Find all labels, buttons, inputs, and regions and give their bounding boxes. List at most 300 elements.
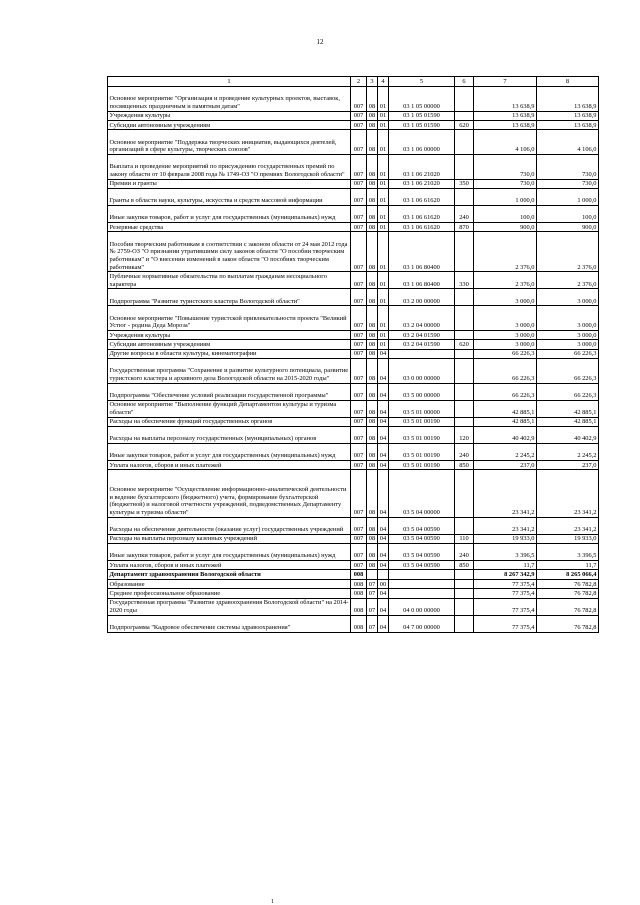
row-subsection: 01 xyxy=(378,272,389,289)
row-section: 08 xyxy=(367,222,378,231)
row-subsection: 04 xyxy=(378,470,389,517)
row-name: Пособия творческим работникам в соответствии с законом области от 24 мая 2012 года № 2759-ОЗ "О признании утратившими силу законов области "О пособии творческим работникам" и "О внесении изменений в закон области "О пособиях творческим работникам" xyxy=(108,232,351,272)
row-amount-year2: 76 782,8 xyxy=(537,579,599,588)
row-subsection: 01 xyxy=(378,154,389,179)
table-row xyxy=(108,130,599,155)
row-name: Иные закупки товаров, работ и услуг для государственных (муниципальных) нужд xyxy=(108,205,351,222)
row-name: Уплата налогов, сборов и иных платежей xyxy=(108,561,351,570)
row-subsection: 04 xyxy=(378,517,389,534)
row-subsection: 00 xyxy=(378,579,389,588)
row-target-article: 03 5 04 00000 xyxy=(389,470,455,517)
row-section: 08 xyxy=(367,306,378,331)
row-amount-year2: 19 933,0 xyxy=(537,534,599,543)
row-section: 08 xyxy=(367,383,378,400)
row-amount-year2: 2 245,2 xyxy=(537,443,599,460)
row-subsection: 04 xyxy=(378,460,389,469)
row-amount-year1: 77 375,4 xyxy=(474,615,537,632)
table-row xyxy=(108,615,599,632)
row-expense-type: 240 xyxy=(455,544,474,561)
column-header-4: 4 xyxy=(378,77,389,87)
table-row xyxy=(108,579,599,588)
row-name: Расходы на обеспечение деятельности (оказание услуг) государственных учреждений xyxy=(108,517,351,534)
row-section: 08 xyxy=(367,534,378,543)
row-amount-year2: 1 000,0 xyxy=(537,188,599,205)
row-admin-code: 007 xyxy=(351,426,367,443)
table-row xyxy=(108,154,599,179)
row-target-article: 03 1 06 80400 xyxy=(389,232,455,272)
row-name: Публичные нормативные обязательства по выплатам гражданам несоциального характера xyxy=(108,272,351,289)
row-admin-code: 007 xyxy=(351,358,367,383)
row-section: 08 xyxy=(367,349,378,358)
row-expense-type: 620 xyxy=(455,340,474,349)
row-expense-type: 120 xyxy=(455,426,474,443)
row-expense-type xyxy=(455,579,474,588)
row-section: 08 xyxy=(367,272,378,289)
row-amount-year1: 13 638,9 xyxy=(474,111,537,120)
row-target-article: 04 0 00 00000 xyxy=(389,598,455,615)
table-row xyxy=(108,417,599,426)
row-name: Подпрограмма "Развитие туристского кластера Вологодской области" xyxy=(108,289,351,306)
row-section: 08 xyxy=(367,111,378,120)
row-section: 08 xyxy=(367,205,378,222)
row-subsection: 04 xyxy=(378,534,389,543)
row-section: 08 xyxy=(367,120,378,129)
row-target-article: 03 5 01 00190 xyxy=(389,417,455,426)
row-amount-year1: 42 885,1 xyxy=(474,400,537,417)
row-target-article: 03 1 05 01590 xyxy=(389,111,455,120)
row-target-article: 03 0 00 00000 xyxy=(389,358,455,383)
row-section: 08 xyxy=(367,460,378,469)
row-target-article: 04 7 00 00000 xyxy=(389,615,455,632)
row-target-article: 03 1 06 21020 xyxy=(389,154,455,179)
row-target-article: 03 5 01 00190 xyxy=(389,426,455,443)
row-target-article: 03 1 06 00000 xyxy=(389,130,455,155)
row-target-article: 03 1 06 21020 xyxy=(389,179,455,188)
row-target-article xyxy=(389,570,455,579)
row-target-article: 03 5 01 00190 xyxy=(389,460,455,469)
table-row xyxy=(108,470,599,517)
row-admin-code: 007 xyxy=(351,417,367,426)
row-subsection: 01 xyxy=(378,340,389,349)
row-target-article: 03 1 05 01590 xyxy=(389,120,455,129)
row-expense-type xyxy=(455,289,474,306)
row-subsection: 04 xyxy=(378,561,389,570)
row-admin-code: 007 xyxy=(351,205,367,222)
row-section: 08 xyxy=(367,87,378,112)
row-amount-year2: 8 265 066,4 xyxy=(537,570,599,579)
row-amount-year1: 4 106,0 xyxy=(474,130,537,155)
row-admin-code: 007 xyxy=(351,340,367,349)
row-name: Субсидии автономным учреждениям xyxy=(108,340,351,349)
row-expense-type: 850 xyxy=(455,561,474,570)
column-header-7: 7 xyxy=(474,77,537,87)
row-section: 08 xyxy=(367,561,378,570)
row-name: Государственная программа "Сохранение и развитие культурного потенциала, развитие туристского кластера и архивного дела Вологодской области на 2015-2020 годы" xyxy=(108,358,351,383)
row-section: 08 xyxy=(367,400,378,417)
row-expense-type xyxy=(455,400,474,417)
row-name: Основное мероприятие "Повышение туристской привлекательности проекта "Великий Устюг - родина Деда Мороза" xyxy=(108,306,351,331)
row-target-article: 03 1 06 61620 xyxy=(389,222,455,231)
row-amount-year2: 2 376,0 xyxy=(537,272,599,289)
row-admin-code: 008 xyxy=(351,615,367,632)
column-header-2: 2 xyxy=(351,77,367,87)
row-subsection: 04 xyxy=(378,615,389,632)
row-subsection: 01 xyxy=(378,232,389,272)
row-target-article: 03 1 06 80400 xyxy=(389,272,455,289)
row-expense-type xyxy=(455,383,474,400)
table-row xyxy=(108,570,599,579)
row-target-article: 03 2 04 01590 xyxy=(389,340,455,349)
row-admin-code: 007 xyxy=(351,87,367,112)
table-row xyxy=(108,383,599,400)
row-section: 08 xyxy=(367,188,378,205)
page-number: 12 xyxy=(316,38,324,46)
row-amount-year1: 23 341,2 xyxy=(474,517,537,534)
row-name: Резервные средства xyxy=(108,222,351,231)
footer-mark: 1 xyxy=(271,899,274,905)
row-section: 08 xyxy=(367,154,378,179)
row-expense-type xyxy=(455,417,474,426)
row-admin-code: 007 xyxy=(351,470,367,517)
table-row xyxy=(108,534,599,543)
row-amount-year1: 100,0 xyxy=(474,205,537,222)
row-amount-year2: 3 000,0 xyxy=(537,306,599,331)
row-amount-year1: 77 375,4 xyxy=(474,589,537,598)
row-expense-type: 870 xyxy=(455,222,474,231)
row-name: Среднее профессиональное образование xyxy=(108,589,351,598)
row-amount-year2: 100,0 xyxy=(537,205,599,222)
table-row xyxy=(108,358,599,383)
row-admin-code: 007 xyxy=(351,179,367,188)
table-row xyxy=(108,205,599,222)
row-admin-code: 007 xyxy=(351,289,367,306)
row-amount-year2: 76 782,8 xyxy=(537,589,599,598)
row-admin-code: 007 xyxy=(351,349,367,358)
row-expense-type: 240 xyxy=(455,443,474,460)
row-amount-year2: 3 000,0 xyxy=(537,289,599,306)
row-subsection: 04 xyxy=(378,589,389,598)
row-subsection: 04 xyxy=(378,358,389,383)
table-row xyxy=(108,400,599,417)
row-name: Иные закупки товаров, работ и услуг для государственных (муниципальных) нужд xyxy=(108,443,351,460)
table-row xyxy=(108,340,599,349)
row-section: 08 xyxy=(367,443,378,460)
row-admin-code: 007 xyxy=(351,111,367,120)
row-amount-year1: 8 267 342,9 xyxy=(474,570,537,579)
row-subsection: 01 xyxy=(378,179,389,188)
row-amount-year2: 40 402,9 xyxy=(537,426,599,443)
row-amount-year2: 76 782,8 xyxy=(537,598,599,615)
row-amount-year2: 42 885,1 xyxy=(537,417,599,426)
row-admin-code: 007 xyxy=(351,383,367,400)
row-target-article: 03 5 00 00000 xyxy=(389,383,455,400)
row-amount-year2: 900,0 xyxy=(537,222,599,231)
row-target-article: 03 1 05 00000 xyxy=(389,87,455,112)
row-amount-year1: 237,0 xyxy=(474,460,537,469)
row-admin-code: 008 xyxy=(351,589,367,598)
table-row xyxy=(108,111,599,120)
row-name: Основное мероприятие "Организация и проведение культурных проектов, выставок, посвященных праздничным и памятным датам" xyxy=(108,87,351,112)
table-row xyxy=(108,443,599,460)
row-expense-type xyxy=(455,517,474,534)
table-header-row xyxy=(108,77,599,87)
table-row xyxy=(108,426,599,443)
row-amount-year2: 2 376,0 xyxy=(537,232,599,272)
row-target-article: 03 5 01 00190 xyxy=(389,443,455,460)
column-header-1: 1 xyxy=(108,77,351,87)
row-amount-year1: 66 226,3 xyxy=(474,349,537,358)
row-admin-code: 007 xyxy=(351,188,367,205)
table-row xyxy=(108,232,599,272)
row-expense-type xyxy=(455,232,474,272)
table-row xyxy=(108,188,599,205)
row-target-article: 03 2 00 00000 xyxy=(389,289,455,306)
row-section: 08 xyxy=(367,232,378,272)
row-name: Образование xyxy=(108,579,351,588)
column-header-5: 5 xyxy=(389,77,455,87)
row-amount-year2: 66 226,3 xyxy=(537,358,599,383)
row-target-article: 03 5 04 00590 xyxy=(389,561,455,570)
row-name: Основное мероприятие "Выполнение функций Департаментом культуры и туризма области" xyxy=(108,400,351,417)
row-subsection: 01 xyxy=(378,205,389,222)
row-amount-year1: 13 638,9 xyxy=(474,87,537,112)
row-target-article xyxy=(389,579,455,588)
table-row xyxy=(108,330,599,339)
row-amount-year2: 3 396,5 xyxy=(537,544,599,561)
row-subsection: 01 xyxy=(378,306,389,331)
row-subsection: 04 xyxy=(378,400,389,417)
row-subsection: 01 xyxy=(378,188,389,205)
table-row xyxy=(108,349,599,358)
row-admin-code: 007 xyxy=(351,534,367,543)
row-admin-code: 007 xyxy=(351,154,367,179)
row-expense-type xyxy=(455,349,474,358)
row-amount-year1: 1 000,0 xyxy=(474,188,537,205)
row-section: 08 xyxy=(367,340,378,349)
row-name: Уплата налогов, сборов и иных платежей xyxy=(108,460,351,469)
row-expense-type xyxy=(455,470,474,517)
row-amount-year2: 66 226,3 xyxy=(537,349,599,358)
row-target-article: 03 1 06 61620 xyxy=(389,205,455,222)
row-amount-year1: 77 375,4 xyxy=(474,598,537,615)
row-amount-year2: 66 226,3 xyxy=(537,383,599,400)
row-admin-code: 007 xyxy=(351,306,367,331)
row-subsection: 04 xyxy=(378,417,389,426)
row-name: Выплата и проведение мероприятий по присуждению государственных премий по закону области от 10 февраля 2008 года № 1749-ОЗ "О премиях Вологодской области" xyxy=(108,154,351,179)
row-expense-type xyxy=(455,589,474,598)
row-admin-code: 007 xyxy=(351,460,367,469)
column-header-6: 6 xyxy=(455,77,474,87)
row-subsection: 04 xyxy=(378,598,389,615)
row-target-article: 03 5 01 00000 xyxy=(389,400,455,417)
row-amount-year2: 42 885,1 xyxy=(537,400,599,417)
table-row xyxy=(108,306,599,331)
row-admin-code: 007 xyxy=(351,517,367,534)
row-subsection: 01 xyxy=(378,130,389,155)
row-amount-year1: 42 885,1 xyxy=(474,417,537,426)
table-row xyxy=(108,272,599,289)
row-section: 08 xyxy=(367,179,378,188)
row-name: Иные закупки товаров, работ и услуг для государственных (муниципальных) нужд xyxy=(108,544,351,561)
row-section: 08 xyxy=(367,358,378,383)
budget-table xyxy=(107,76,599,633)
row-name: Расходы на обеспечение функций государственных органов xyxy=(108,417,351,426)
row-amount-year2: 3 000,0 xyxy=(537,330,599,339)
row-admin-code: 007 xyxy=(351,272,367,289)
row-amount-year2: 23 341,2 xyxy=(537,470,599,517)
row-name: Расходы на выплаты персоналу казенных учреждений xyxy=(108,534,351,543)
row-name: Государственная программа "Развитие здравоохранения Вологодской области" на 2014-2020 годы xyxy=(108,598,351,615)
row-target-article: 03 5 04 00590 xyxy=(389,544,455,561)
row-subsection: 04 xyxy=(378,544,389,561)
row-section: 08 xyxy=(367,289,378,306)
column-header-8: 8 xyxy=(537,77,599,87)
row-amount-year2: 13 638,9 xyxy=(537,111,599,120)
row-amount-year1: 730,0 xyxy=(474,179,537,188)
row-name: Премии и гранты xyxy=(108,179,351,188)
row-amount-year2: 11,7 xyxy=(537,561,599,570)
row-amount-year1: 3 000,0 xyxy=(474,340,537,349)
row-expense-type: 330 xyxy=(455,272,474,289)
table-row xyxy=(108,87,599,112)
row-expense-type xyxy=(455,188,474,205)
row-expense-type: 350 xyxy=(455,179,474,188)
row-admin-code: 007 xyxy=(351,330,367,339)
row-amount-year1: 66 226,3 xyxy=(474,383,537,400)
row-amount-year1: 730,0 xyxy=(474,154,537,179)
row-expense-type xyxy=(455,154,474,179)
row-section: 08 xyxy=(367,470,378,517)
row-admin-code: 007 xyxy=(351,443,367,460)
row-amount-year2: 237,0 xyxy=(537,460,599,469)
row-subsection xyxy=(378,570,389,579)
table-row xyxy=(108,179,599,188)
row-name: Основное мероприятие "Поддержка творческих инициатив, выдающихся деятелей, организаций в сфере культуры, творческих союзов" xyxy=(108,130,351,155)
row-amount-year1: 3 000,0 xyxy=(474,306,537,331)
row-section: 07 xyxy=(367,615,378,632)
row-section: 07 xyxy=(367,598,378,615)
row-subsection: 04 xyxy=(378,426,389,443)
row-amount-year2: 23 341,2 xyxy=(537,517,599,534)
row-amount-year1: 900,0 xyxy=(474,222,537,231)
row-target-article: 03 2 04 01590 xyxy=(389,330,455,339)
row-amount-year1: 2 245,2 xyxy=(474,443,537,460)
row-admin-code: 007 xyxy=(351,561,367,570)
row-target-article: 03 2 04 00000 xyxy=(389,306,455,331)
row-name: Расходы на выплаты персоналу государственных (муниципальных) органов xyxy=(108,426,351,443)
row-admin-code: 007 xyxy=(351,544,367,561)
row-subsection: 01 xyxy=(378,289,389,306)
row-amount-year2: 730,0 xyxy=(537,154,599,179)
row-expense-type xyxy=(455,358,474,383)
row-name: Гранты в области науки, культуры, искусства и средств массовой информации xyxy=(108,188,351,205)
row-subsection: 04 xyxy=(378,383,389,400)
row-admin-code: 008 xyxy=(351,579,367,588)
row-amount-year1: 2 376,0 xyxy=(474,272,537,289)
row-name: Подпрограмма "Обеспечение условий реализации государственной программы" xyxy=(108,383,351,400)
row-amount-year1: 40 402,9 xyxy=(474,426,537,443)
row-amount-year2: 3 000,0 xyxy=(537,340,599,349)
row-expense-type xyxy=(455,615,474,632)
row-name: Основное мероприятие "Осуществление информационно-аналитической деятельности и ведение бухгалтерского (бюджетного) учета, формирование бухгалтерской (бюджетной) и налоговой отчетности учреждений, подведомственных Департаменту культуры и туризма области" xyxy=(108,470,351,517)
row-section: 08 xyxy=(367,426,378,443)
row-name: Субсидии автономным учреждениям xyxy=(108,120,351,129)
row-subsection: 01 xyxy=(378,330,389,339)
table-row xyxy=(108,517,599,534)
row-target-article: 03 5 04 00590 xyxy=(389,517,455,534)
row-amount-year2: 13 638,9 xyxy=(537,87,599,112)
row-admin-code: 008 xyxy=(351,570,367,579)
row-section: 07 xyxy=(367,589,378,598)
table-row xyxy=(108,222,599,231)
row-subsection: 01 xyxy=(378,111,389,120)
row-amount-year1: 23 341,2 xyxy=(474,470,537,517)
row-section: 08 xyxy=(367,544,378,561)
row-amount-year1: 3 000,0 xyxy=(474,289,537,306)
row-amount-year2: 730,0 xyxy=(537,179,599,188)
row-admin-code: 008 xyxy=(351,598,367,615)
row-amount-year1: 13 638,9 xyxy=(474,120,537,129)
row-amount-year1: 66 226,3 xyxy=(474,358,537,383)
row-amount-year1: 19 933,0 xyxy=(474,534,537,543)
row-admin-code: 007 xyxy=(351,120,367,129)
table-row xyxy=(108,598,599,615)
row-target-article xyxy=(389,349,455,358)
row-expense-type: 850 xyxy=(455,460,474,469)
row-subsection: 04 xyxy=(378,443,389,460)
table-row xyxy=(108,561,599,570)
row-admin-code: 007 xyxy=(351,232,367,272)
row-amount-year1: 11,7 xyxy=(474,561,537,570)
row-admin-code: 007 xyxy=(351,130,367,155)
row-subsection: 04 xyxy=(378,349,389,358)
row-amount-year2: 76 782,8 xyxy=(537,615,599,632)
row-expense-type: 110 xyxy=(455,534,474,543)
row-section: 07 xyxy=(367,579,378,588)
row-section: 08 xyxy=(367,517,378,534)
row-expense-type xyxy=(455,598,474,615)
row-name: Другие вопросы в области культуры, кинематографии xyxy=(108,349,351,358)
row-section: 08 xyxy=(367,130,378,155)
row-name: Подпрограмма "Кадровое обеспечение системы здравоохранения" xyxy=(108,615,351,632)
row-expense-type: 240 xyxy=(455,205,474,222)
row-subsection: 01 xyxy=(378,120,389,129)
row-target-article: 03 1 06 61620 xyxy=(389,188,455,205)
column-header-3: 3 xyxy=(367,77,378,87)
row-section: 08 xyxy=(367,417,378,426)
row-section xyxy=(367,570,378,579)
row-expense-type xyxy=(455,306,474,331)
row-admin-code: 007 xyxy=(351,222,367,231)
table-row xyxy=(108,589,599,598)
table-row xyxy=(108,460,599,469)
row-name: Учреждения культуры xyxy=(108,330,351,339)
row-name: Учреждения культуры xyxy=(108,111,351,120)
row-expense-type xyxy=(455,111,474,120)
row-target-article xyxy=(389,589,455,598)
row-expense-type xyxy=(455,330,474,339)
row-subsection: 01 xyxy=(378,87,389,112)
row-section: 08 xyxy=(367,330,378,339)
table-row xyxy=(108,120,599,129)
row-amount-year1: 77 375,4 xyxy=(474,579,537,588)
row-amount-year1: 3 000,0 xyxy=(474,330,537,339)
row-amount-year2: 4 106,0 xyxy=(537,130,599,155)
row-expense-type xyxy=(455,87,474,112)
row-amount-year1: 2 376,0 xyxy=(474,232,537,272)
row-admin-code: 007 xyxy=(351,400,367,417)
row-expense-type xyxy=(455,130,474,155)
